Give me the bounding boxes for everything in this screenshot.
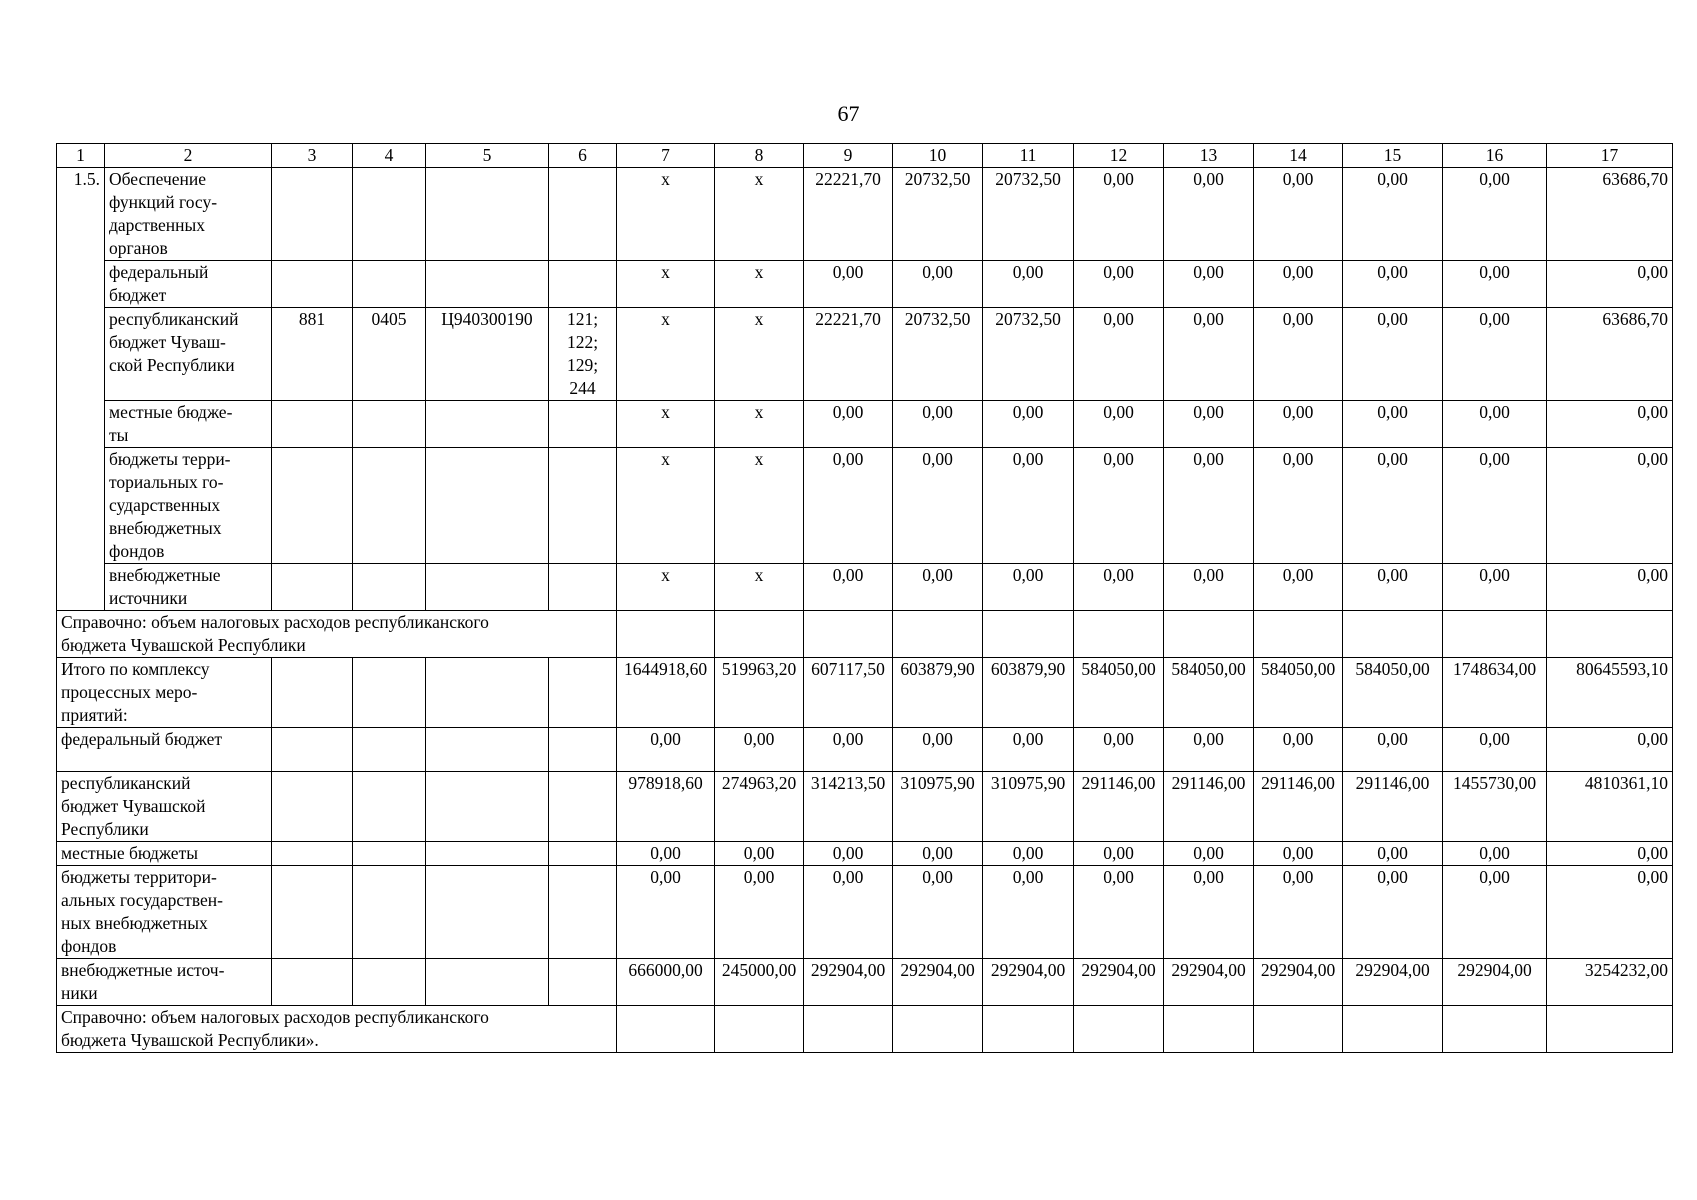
value-cell: 292904,00 [1443,959,1547,1006]
value-cell: 0,00 [893,448,983,564]
value-cell: 0,00 [1074,401,1164,448]
value-cell: 22221,70 [804,168,893,261]
value-cell: 0,00 [1343,448,1443,564]
column-number: 11 [983,144,1074,168]
column-number: 4 [353,144,426,168]
row-name: федеральный бюджет [105,261,272,308]
value-cell: 0,00 [1343,168,1443,261]
value-cell: 0,00 [1074,261,1164,308]
value-cell: 292904,00 [893,959,983,1006]
value-cell: 0,00 [1547,866,1673,959]
value-cell: 0,00 [1074,308,1164,401]
empty-cell [617,1006,715,1053]
value-cell: 0,00 [893,564,983,611]
value-cell: 0,00 [804,866,893,959]
code-col3 [272,401,353,448]
column-number: 3 [272,144,353,168]
empty-cell [1074,1006,1164,1053]
row-name: местные бюдже- ты [105,401,272,448]
value-cell: 0,00 [804,728,893,772]
value-cell: 0,00 [1074,168,1164,261]
code-col4: 0405 [353,308,426,401]
value-cell: 0,00 [1164,168,1254,261]
value-cell: 0,00 [1254,261,1343,308]
value-cell: 0,00 [1343,866,1443,959]
value-cell: 0,00 [1254,448,1343,564]
code-col5 [426,564,549,611]
empty-cell [272,772,353,842]
value-cell: 0,00 [1343,401,1443,448]
code-col4 [353,401,426,448]
value-cell: 0,00 [893,261,983,308]
value-cell: 0,00 [983,728,1074,772]
column-number: 10 [893,144,983,168]
column-number: 13 [1164,144,1254,168]
column-number: 14 [1254,144,1343,168]
empty-cell [983,611,1074,658]
value-cell: 0,00 [1164,261,1254,308]
value-cell: 0,00 [1164,842,1254,866]
column-number: 6 [549,144,617,168]
value-cell: 0,00 [715,728,804,772]
code-col5 [426,401,549,448]
empty-cell [715,611,804,658]
value-cell: 292904,00 [1343,959,1443,1006]
value-cell: 292904,00 [1164,959,1254,1006]
empty-cell [549,772,617,842]
value-cell: 292904,00 [1074,959,1164,1006]
header-row [57,144,1673,168]
value-col8: х [715,308,804,401]
empty-cell [353,959,426,1006]
value-cell: 0,00 [893,401,983,448]
empty-cell [272,658,353,728]
code-col5 [426,448,549,564]
value-cell: 0,00 [1074,728,1164,772]
value-cell: 603879,90 [983,658,1074,728]
code-col3: 881 [272,308,353,401]
empty-cell [272,866,353,959]
value-cell: 0,00 [617,728,715,772]
value-cell: 666000,00 [617,959,715,1006]
totals-row [57,658,1673,728]
value-cell: 0,00 [804,261,893,308]
empty-cell [983,1006,1074,1053]
empty-cell [1443,1006,1547,1053]
row-name: бюджеты терри- ториальных го- сударственных внебюджетных фондов [105,448,272,564]
value-cell: 0,00 [1164,866,1254,959]
value-cell: 20732,50 [983,168,1074,261]
empty-cell [549,658,617,728]
code-col4 [353,564,426,611]
value-col8: х [715,401,804,448]
value-cell: 0,00 [1547,261,1673,308]
value-cell: 20732,50 [893,168,983,261]
section-number: 1.5. [57,168,105,611]
budget-table [56,143,1673,1053]
value-cell: 0,00 [1443,401,1547,448]
value-cell: 584050,00 [1343,658,1443,728]
value-cell: 63686,70 [1547,308,1673,401]
empty-cell [1443,611,1547,658]
empty-cell [893,1006,983,1053]
empty-cell [426,658,549,728]
empty-cell [272,959,353,1006]
column-number: 15 [1343,144,1443,168]
value-cell: 0,00 [1443,448,1547,564]
value-cell: 0,00 [1547,564,1673,611]
value-cell: 0,00 [1443,564,1547,611]
empty-cell [1343,1006,1443,1053]
empty-cell [353,866,426,959]
value-cell: 1455730,00 [1443,772,1547,842]
value-col7: х [617,401,715,448]
code-col6 [549,564,617,611]
value-cell: 0,00 [983,866,1074,959]
value-cell: 519963,20 [715,658,804,728]
empty-cell [1164,1006,1254,1053]
value-col8: х [715,448,804,564]
totals-row [57,842,1673,866]
value-cell: 0,00 [1547,728,1673,772]
value-cell: 274963,20 [715,772,804,842]
value-cell: 0,00 [1343,564,1443,611]
value-col7: х [617,261,715,308]
value-cell: 22221,70 [804,308,893,401]
empty-cell [715,1006,804,1053]
code-col5 [426,168,549,261]
value-cell: 0,00 [983,842,1074,866]
table-row [57,168,1673,261]
empty-cell [353,658,426,728]
column-number: 12 [1074,144,1164,168]
value-cell: 1644918,60 [617,658,715,728]
column-number: 2 [105,144,272,168]
value-cell: 0,00 [1254,168,1343,261]
value-cell: 3254232,00 [1547,959,1673,1006]
empty-cell [804,611,893,658]
code-col3 [272,564,353,611]
empty-cell [1074,611,1164,658]
value-cell: 292904,00 [804,959,893,1006]
empty-cell [1254,611,1343,658]
value-cell: 0,00 [1343,261,1443,308]
value-cell: 0,00 [1254,401,1343,448]
value-cell: 0,00 [983,564,1074,611]
reference-note-row [57,611,1673,658]
value-cell: 0,00 [1254,728,1343,772]
empty-cell [549,842,617,866]
value-cell: 291146,00 [1254,772,1343,842]
column-number: 9 [804,144,893,168]
code-col6 [549,401,617,448]
code-col6 [549,168,617,261]
empty-cell [549,728,617,772]
value-cell: 0,00 [1547,448,1673,564]
value-cell: 0,00 [1164,308,1254,401]
table-row [57,448,1673,564]
empty-cell [893,611,983,658]
empty-cell [426,842,549,866]
code-col6: 121; 122; 129; 244 [549,308,617,401]
value-cell: 0,00 [1164,448,1254,564]
code-col5 [426,261,549,308]
row-name: федеральный бюджет [57,728,272,772]
value-cell: 310975,90 [893,772,983,842]
reference-note: Справочно: объем налоговых расходов республиканского бюджета Чувашской Республики [57,611,617,658]
value-cell: 0,00 [1074,842,1164,866]
value-cell: 0,00 [1547,401,1673,448]
row-name: республиканский бюджет Чуваш- ской Республики [105,308,272,401]
empty-cell [353,842,426,866]
value-cell: 584050,00 [1164,658,1254,728]
code-col5: Ц940300190 [426,308,549,401]
row-name: республиканский бюджет Чувашской Республики [57,772,272,842]
column-number: 16 [1443,144,1547,168]
row-name: Обеспечение функций госу- дарственных органов [105,168,272,261]
value-cell: 4810361,10 [1547,772,1673,842]
row-name: бюджеты территори- альных государствен- ных внебюджетных фондов [57,866,272,959]
value-cell: 0,00 [983,448,1074,564]
value-cell: 0,00 [1343,728,1443,772]
code-col6 [549,261,617,308]
value-cell: 0,00 [1074,866,1164,959]
value-col8: х [715,564,804,611]
code-col3 [272,168,353,261]
value-col8: х [715,261,804,308]
value-cell: 0,00 [1254,308,1343,401]
column-number: 5 [426,144,549,168]
reference-note-row [57,1006,1673,1053]
value-cell: 310975,90 [983,772,1074,842]
code-col3 [272,261,353,308]
column-number: 17 [1547,144,1673,168]
value-cell: 0,00 [715,866,804,959]
totals-row [57,866,1673,959]
value-cell: 0,00 [1443,728,1547,772]
row-name: Итого по комплексу процессных меро- приятий: [57,658,272,728]
value-cell: 80645593,10 [1547,658,1673,728]
value-cell: 0,00 [715,842,804,866]
row-name: местные бюджеты [57,842,272,866]
value-cell: 291146,00 [1074,772,1164,842]
value-cell: 0,00 [1443,308,1547,401]
value-cell: 0,00 [1443,168,1547,261]
value-cell: 0,00 [983,401,1074,448]
value-cell: 0,00 [1074,564,1164,611]
value-cell: 20732,50 [983,308,1074,401]
code-col3 [272,448,353,564]
empty-cell [1164,611,1254,658]
empty-cell [617,611,715,658]
column-number: 8 [715,144,804,168]
value-col8: х [715,168,804,261]
value-cell: 0,00 [1443,866,1547,959]
value-cell: 0,00 [617,842,715,866]
code-col4 [353,448,426,564]
empty-cell [1547,1006,1673,1053]
value-col7: х [617,308,715,401]
code-col4 [353,168,426,261]
reference-note: Справочно: объем налоговых расходов республиканского бюджета Чувашской Республики». [57,1006,617,1053]
empty-cell [426,772,549,842]
value-cell: 0,00 [983,261,1074,308]
value-cell: 0,00 [1164,401,1254,448]
value-cell: 584050,00 [1074,658,1164,728]
empty-cell [1343,611,1443,658]
code-col4 [353,261,426,308]
value-cell: 584050,00 [1254,658,1343,728]
table-row [57,261,1673,308]
value-cell: 0,00 [1164,728,1254,772]
value-cell: 0,00 [893,728,983,772]
row-name: внебюджетные источ- ники [57,959,272,1006]
value-cell: 0,00 [1443,261,1547,308]
value-cell: 0,00 [893,866,983,959]
value-cell: 0,00 [804,842,893,866]
empty-cell [426,866,549,959]
value-cell: 1748634,00 [1443,658,1547,728]
totals-row [57,772,1673,842]
value-cell: 0,00 [1254,842,1343,866]
empty-cell [272,728,353,772]
table-row [57,308,1673,401]
code-col6 [549,448,617,564]
value-cell: 0,00 [893,842,983,866]
value-cell: 0,00 [1254,866,1343,959]
page-number: 67 [837,101,860,126]
empty-cell [426,959,549,1006]
value-cell: 607117,50 [804,658,893,728]
totals-row [57,728,1673,772]
value-cell: 0,00 [1443,842,1547,866]
empty-cell [1254,1006,1343,1053]
row-name: внебюджетные источники [105,564,272,611]
empty-cell [426,728,549,772]
value-cell: 0,00 [804,401,893,448]
value-col7: х [617,564,715,611]
empty-cell [272,842,353,866]
value-cell: 0,00 [1343,308,1443,401]
value-cell: 63686,70 [1547,168,1673,261]
value-cell: 0,00 [1343,842,1443,866]
value-cell: 20732,50 [893,308,983,401]
value-cell: 314213,50 [804,772,893,842]
empty-cell [353,728,426,772]
value-col7: х [617,448,715,564]
totals-row [57,959,1673,1006]
value-cell: 291146,00 [1164,772,1254,842]
column-number: 7 [617,144,715,168]
empty-cell [1547,611,1673,658]
value-col7: х [617,168,715,261]
table-row [57,401,1673,448]
value-cell: 0,00 [617,866,715,959]
value-cell: 0,00 [1547,842,1673,866]
value-cell: 292904,00 [983,959,1074,1006]
value-cell: 0,00 [804,564,893,611]
column-number: 1 [57,144,105,168]
value-cell: 245000,00 [715,959,804,1006]
value-cell: 603879,90 [893,658,983,728]
table-row [57,564,1673,611]
value-cell: 0,00 [804,448,893,564]
value-cell: 0,00 [1254,564,1343,611]
empty-cell [804,1006,893,1053]
value-cell: 0,00 [1074,448,1164,564]
empty-cell [549,959,617,1006]
value-cell: 292904,00 [1254,959,1343,1006]
value-cell: 978918,60 [617,772,715,842]
value-cell: 0,00 [1164,564,1254,611]
empty-cell [353,772,426,842]
empty-cell [549,866,617,959]
value-cell: 291146,00 [1343,772,1443,842]
